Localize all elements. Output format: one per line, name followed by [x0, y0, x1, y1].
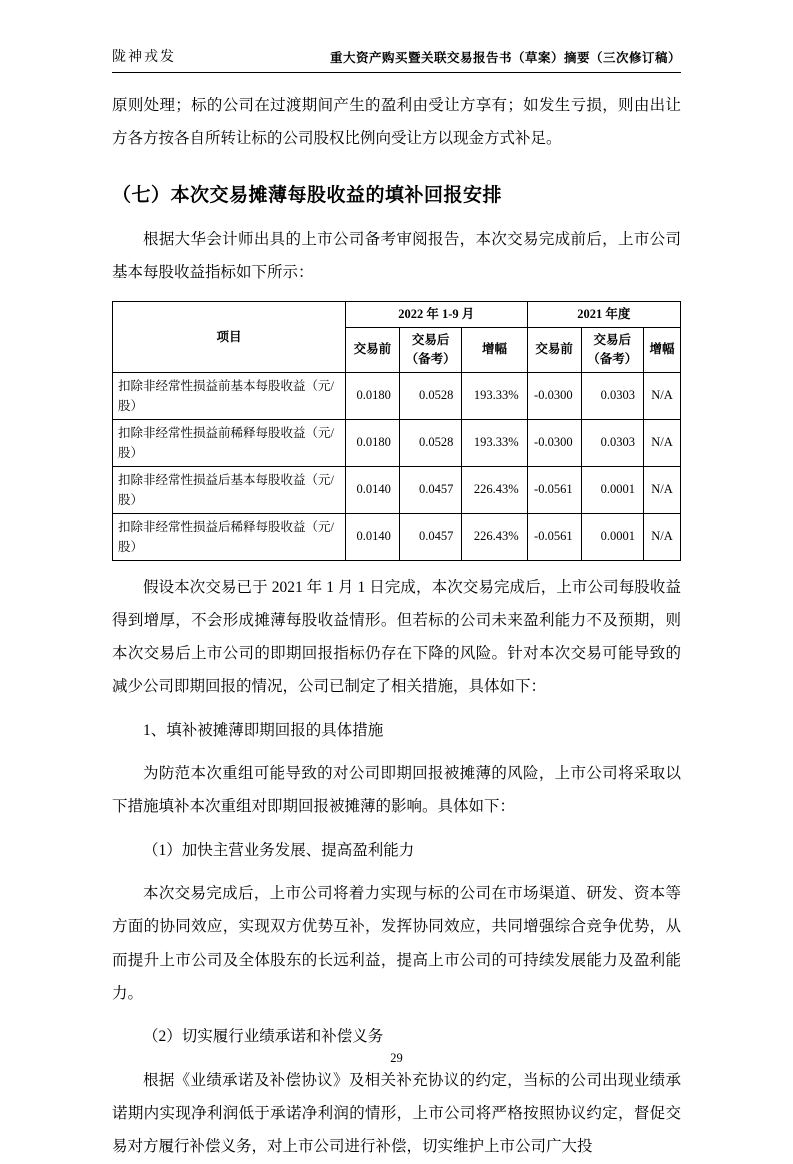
column-group-2022: 2022 年 1-9 月 [345, 302, 527, 328]
page-header [112, 46, 681, 73]
table-cell: -0.0300 [527, 372, 581, 419]
paragraph-assumption: 假设本次交易已于 2021 年 1 月 1 日完成，本次交易完成后，上市公司每股收益得到增厚，不会形成摊薄每股收益情形。但若标的公司未来盈利能力不及预期，则本次交易后上市公司的即期回报指标仍存在下降的风险。针对本次交易可能导致的减少公司即期回报的情况，公司已制定了相关措施，具体如下： [112, 578, 681, 696]
table-cell: 0.0180 [345, 419, 399, 466]
row-label: 扣除非经常性损益后基本每股收益（元/股） [113, 466, 346, 513]
page-number: 29 [390, 1051, 403, 1065]
paragraph-business-development: 本次交易完成后，上市公司将着力实现与标的公司在市场渠道、研发、资本等方面的协同效应，实现双方优势互补，发挥协同效应，共同增强综合竞争优势，从而提升上市公司及全体股东的长远利益，提高上市公司的可持续发展能力及盈利能力。 [112, 885, 681, 1002]
table-cell: N/A [644, 372, 681, 419]
column-header-change-2022: 增幅 [462, 328, 527, 373]
table-cell: 0.0457 [399, 466, 461, 513]
row-label: 扣除非经常性损益前稀释每股收益（元/股） [113, 419, 346, 466]
table-cell: 0.0001 [581, 466, 643, 513]
column-header-pre-2021: 交易前 [527, 328, 581, 373]
sub-heading-performance-commitment: （2）切实履行业绩承诺和补偿义务 [143, 1028, 384, 1046]
table-cell: 0.0303 [581, 372, 643, 419]
table-row [113, 513, 681, 560]
table-cell: N/A [644, 419, 681, 466]
table-cell: 226.43% [462, 513, 527, 560]
table-cell: 226.43% [462, 466, 527, 513]
table-row [113, 419, 681, 466]
column-group-2021: 2021 年度 [527, 302, 680, 328]
table-cell: 0.0140 [345, 513, 399, 560]
paragraph-eps-basis: 根据大华会计师出具的上市公司备考审阅报告，本次交易完成前后，上市公司基本每股收益指标如下所示： [112, 230, 681, 281]
table-cell: 0.0457 [399, 513, 461, 560]
column-header-post-2022: 交易后（备考） [399, 328, 461, 373]
header-document-title: 重大资产购买暨关联交易报告书（草案）摘要（三次修订稿） [329, 51, 681, 65]
table-cell: N/A [644, 466, 681, 513]
table-cell: -0.0561 [527, 466, 581, 513]
section-heading-eps-dilution: （七）本次交易摊薄每股收益的填补回报安排 [112, 184, 503, 206]
page-footer [0, 1051, 793, 1066]
header-company-name: 陇神戎发 [112, 50, 176, 65]
table-cell: -0.0561 [527, 513, 581, 560]
column-header-item: 项目 [113, 302, 346, 372]
table-cell: -0.0300 [527, 419, 581, 466]
eps-comparison-table [112, 301, 681, 560]
row-label: 扣除非经常性损益后稀释每股收益（元/股） [113, 513, 346, 560]
table-cell: 193.33% [462, 419, 527, 466]
table-cell: 0.0001 [581, 513, 643, 560]
paragraph-performance-commitment: 根据《业绩承诺及补偿协议》及相关补充协议的约定，当标的公司出现业绩承诺期内实现净利润低于承诺净利润的情形，上市公司将严格按照协议约定，督促交易对方履行补偿义务，对上市公司进行补偿，切实维护上市公司广大投 [112, 1071, 681, 1156]
table-cell: N/A [644, 513, 681, 560]
row-label: 扣除非经常性损益前基本每股收益（元/股） [113, 372, 346, 419]
column-header-change-2021: 增幅 [644, 328, 681, 373]
paragraph-measures-intro: 为防范本次重组可能导致的对公司即期回报被摊薄的风险，上市公司将采取以下措施填补本次重组对即期回报被摊薄的影响。具体如下： [112, 765, 681, 816]
table-cell: 0.0528 [399, 419, 461, 466]
sub-heading-business-development: （1）加快主营业务发展、提高盈利能力 [143, 841, 415, 859]
table-row [113, 466, 681, 513]
document-body [112, 89, 681, 1164]
item-heading-measures: 1、填补被摊薄即期回报的具体措施 [143, 721, 384, 739]
table-cell: 0.0180 [345, 372, 399, 419]
paragraph-principle-continuation: 原则处理；标的公司在过渡期间产生的盈利由受让方享有；如发生亏损，则由出让方各方按各自所转让标的公司股权比例向受让方以现金方式补足。 [112, 97, 681, 148]
table-cell: 0.0303 [581, 419, 643, 466]
table-header-group-row [113, 302, 681, 328]
table-cell: 0.0528 [399, 372, 461, 419]
table-row [113, 372, 681, 419]
table-cell: 0.0140 [345, 466, 399, 513]
column-header-pre-2022: 交易前 [345, 328, 399, 373]
table-cell: 193.33% [462, 372, 527, 419]
column-header-post-2021: 交易后（备考） [581, 328, 643, 373]
